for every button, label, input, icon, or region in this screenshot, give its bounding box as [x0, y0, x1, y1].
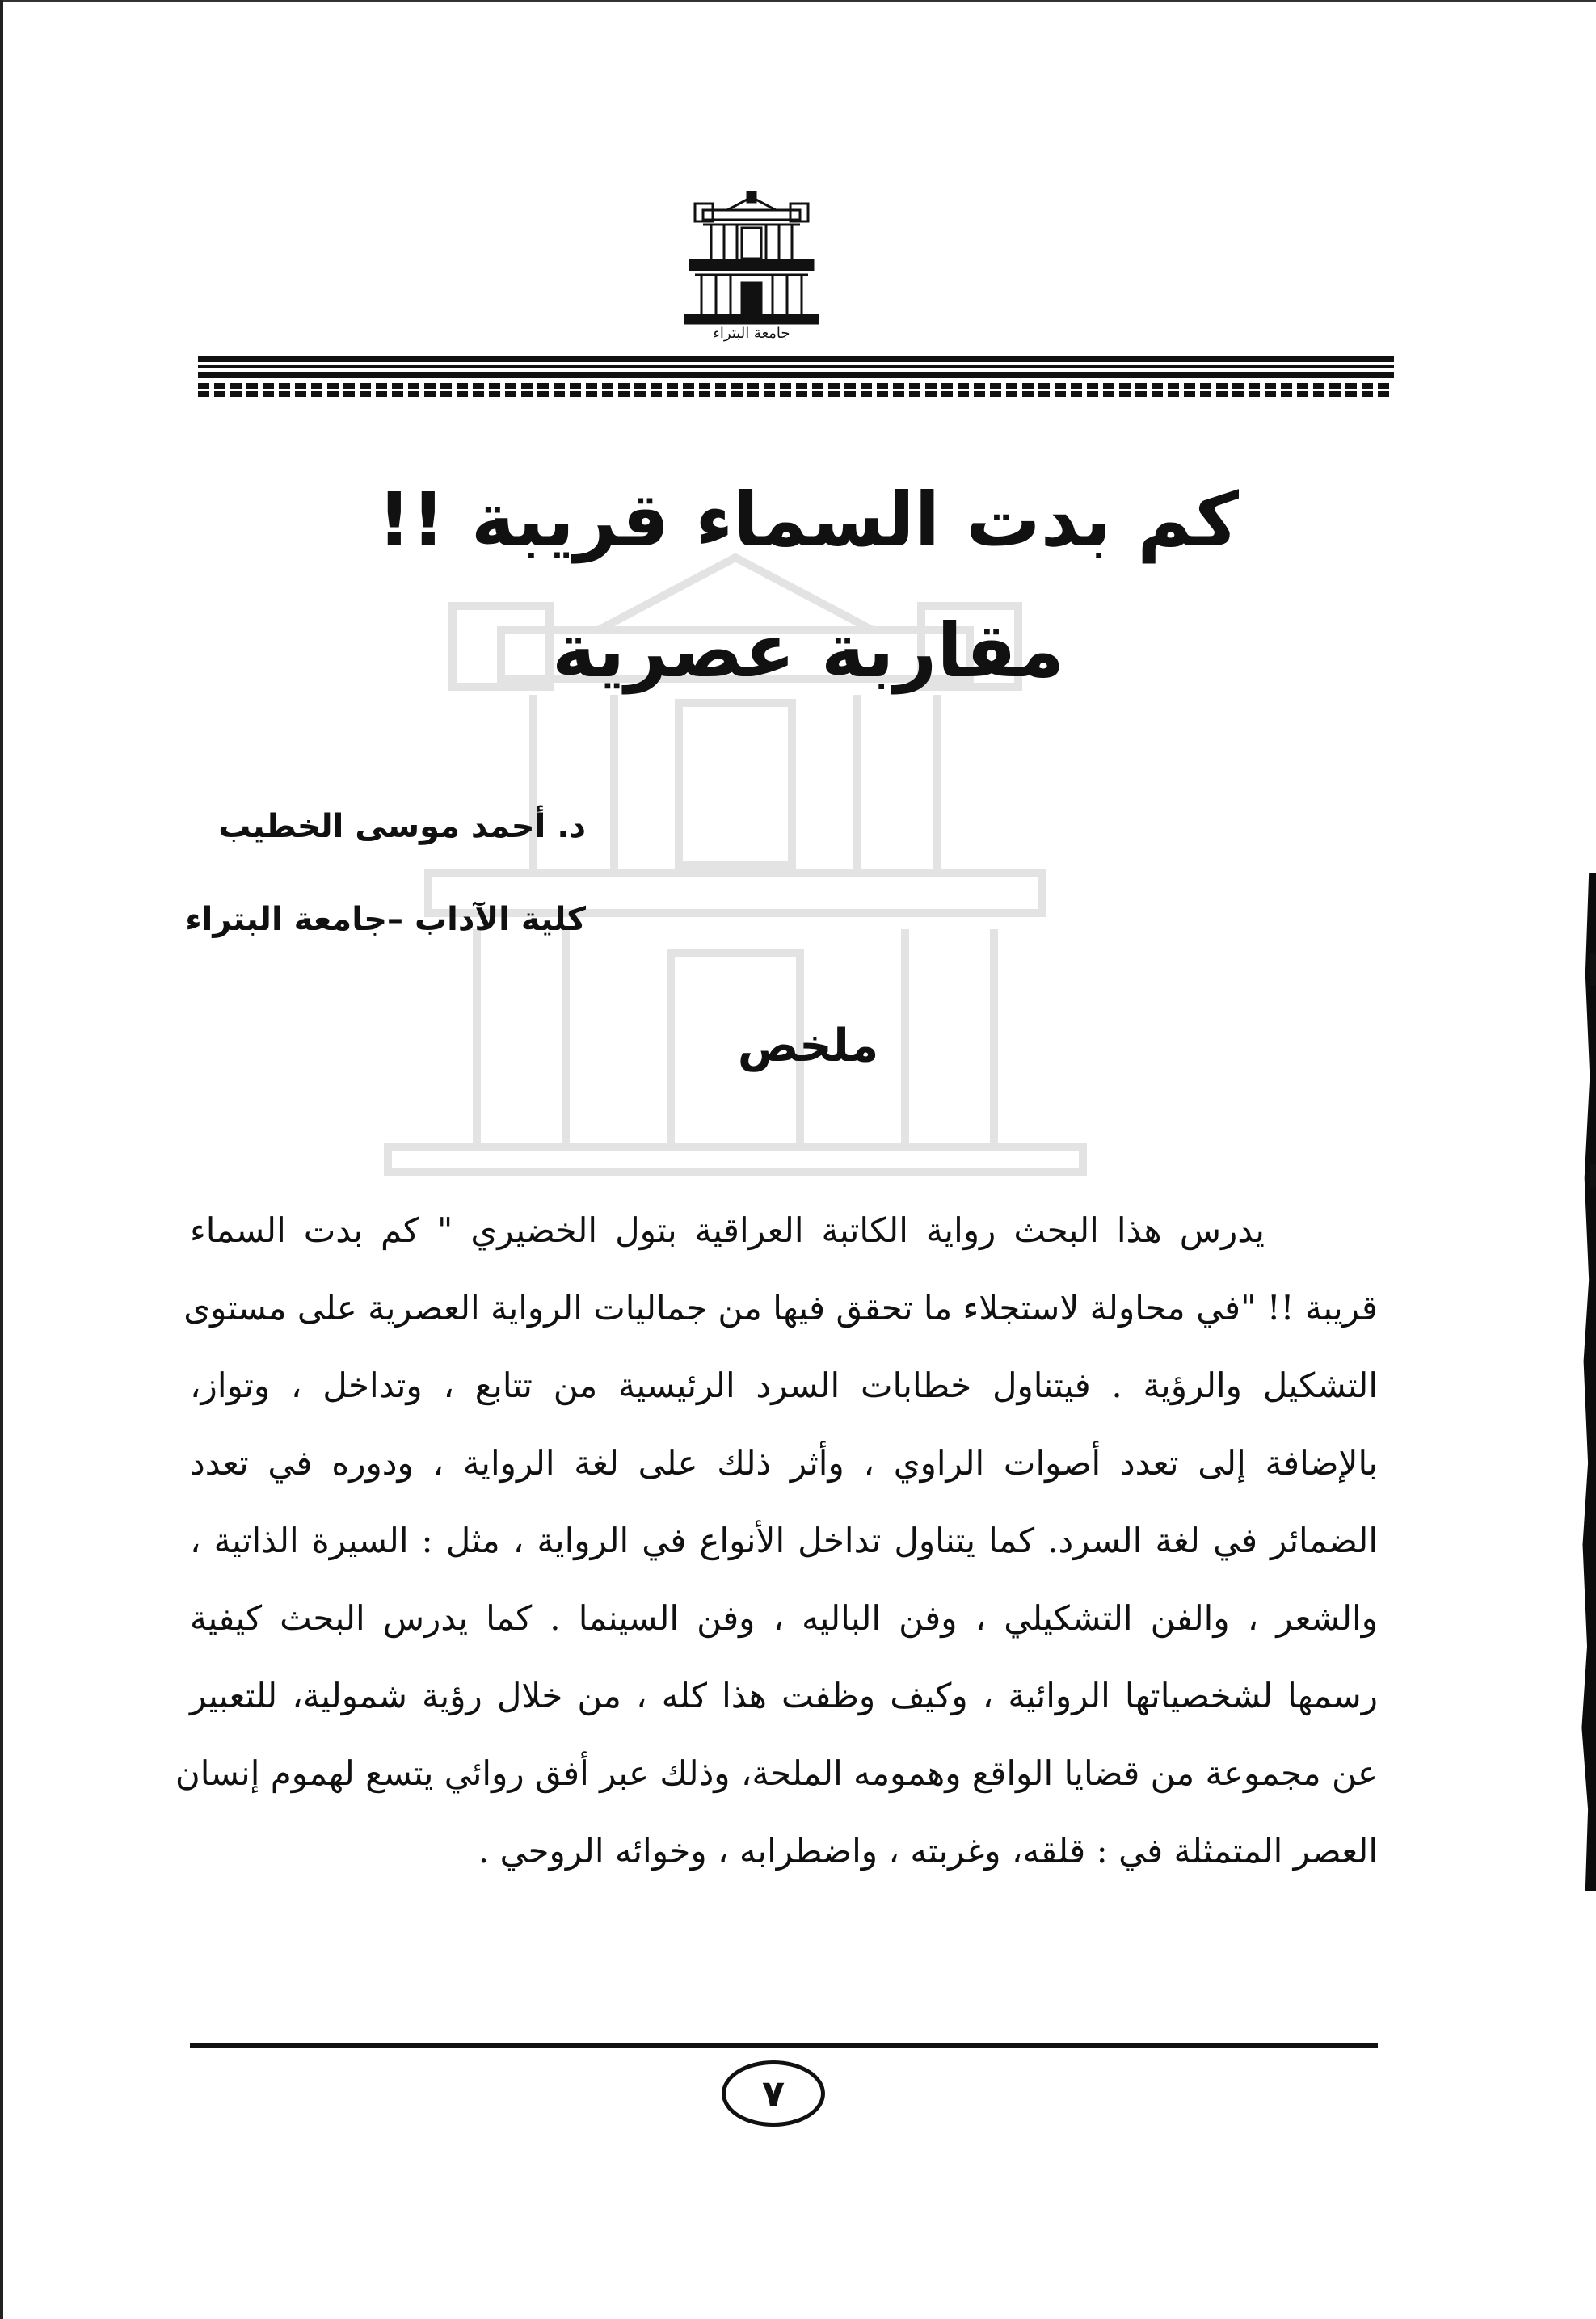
- author-name: د. أحمد موسى الخطيب: [218, 808, 586, 845]
- abstract-line: بالإضافة إلى تعدد أصوات الراوي ، وأثر ذلك على لغة الرواية ، ودوره في تعدد: [190, 1443, 1378, 1483]
- scan-mark: [1590, 1164, 1596, 1188]
- abstract-line: رسمها لشخصياتها الروائية ، وكيف وظفت هذا كله ، من خلال رؤية شمولية، للتعبير: [190, 1676, 1378, 1715]
- article-title: كم بدت السماء قريبة !!: [377, 477, 1240, 563]
- university-logo: [679, 186, 824, 351]
- scan-mark: [1590, 953, 1596, 986]
- page-number: ٧: [722, 2060, 825, 2127]
- author-affiliation: كلية الآداب –جامعة البتراء: [185, 901, 586, 938]
- article-subtitle: مقاربة عصرية: [551, 608, 1065, 694]
- abstract-line: التشكيل والرؤية . فيتناول خطابات السرد الرئيسية من تتابع ، وتداخل ، وتواز،: [190, 1366, 1378, 1405]
- abstract-heading: ملخص: [737, 1020, 879, 1072]
- logo-caption: جامعة البتراء: [713, 325, 790, 342]
- scan-top-edge: [0, 0, 1596, 2]
- abstract-line: والشعر ، والفن التشكيلي ، وفن الباليه ، وفن السينما . كما يدرس البحث كيفية: [190, 1598, 1378, 1638]
- scan-left-edge: [0, 0, 3, 2319]
- header-divider: [198, 356, 1394, 401]
- scan-right-edge-shadow: [1578, 873, 1596, 1891]
- footer-divider: [190, 2043, 1378, 2048]
- abstract-line: قريبة !! "في محاولة لاستجلاء ما تحقق فيها من جماليات الرواية العصرية على مستوى: [183, 1288, 1378, 1328]
- abstract-body: [175, 1192, 1378, 1890]
- abstract-line: الضمائر في لغة السرد. كما يتناول تداخل الأنواع في الرواية ، مثل : السيرة الذاتية ،: [190, 1521, 1378, 1560]
- abstract-line: عن مجموعة من قضايا الواقع وهمومه الملحة، وذلك عبر أفق روائي يتسع لهموم إنسان: [175, 1753, 1378, 1793]
- abstract-line: العصر المتمثلة في : قلقه، وغربته ، واضطرابه ، وخوائه الروحي .: [478, 1831, 1378, 1871]
- abstract-line: يدرس هذا البحث رواية الكاتبة العراقية بتول الخضيري " كم بدت السماء: [190, 1210, 1265, 1250]
